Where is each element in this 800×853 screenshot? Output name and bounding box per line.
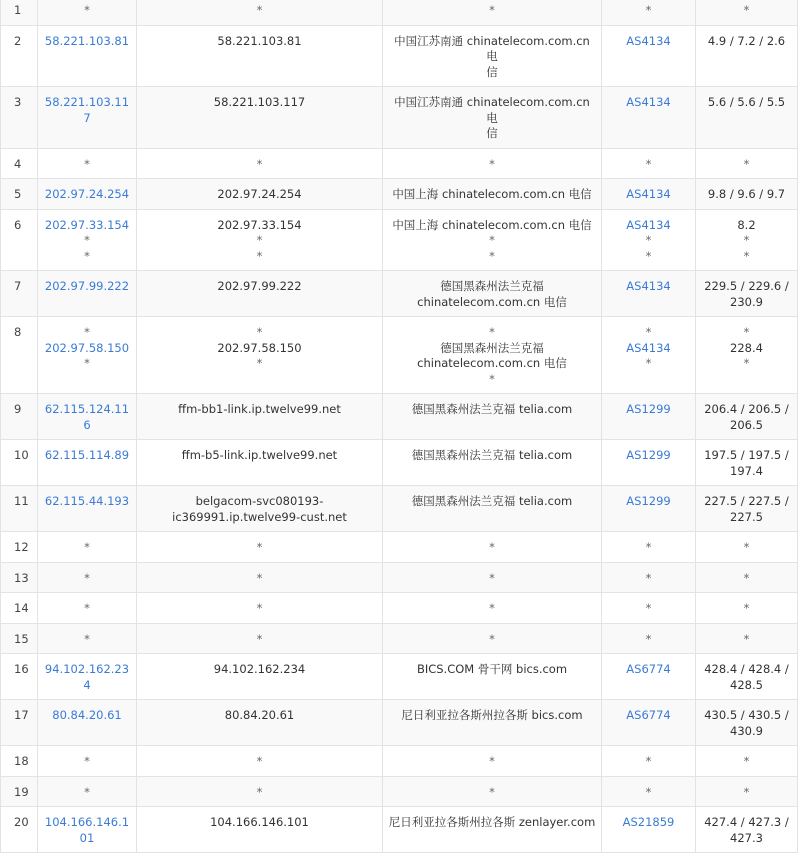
lat-text: 8.2: [737, 217, 756, 232]
ip-cell: [38, 700, 137, 746]
location-cell: [383, 25, 602, 87]
hop-row: [1, 746, 798, 777]
hop-number-cell: 20: [1, 807, 38, 853]
hop-row: [1, 807, 798, 853]
timeout-marker: *: [84, 631, 90, 646]
timeout-marker: *: [489, 325, 495, 339]
asn-cell: [602, 87, 696, 149]
ip-cell: [38, 87, 137, 149]
timeout-marker: *: [645, 3, 652, 17]
timeout-marker: *: [645, 356, 652, 370]
timeout-marker: *: [84, 156, 90, 171]
asn-cell: [602, 148, 696, 179]
hop-number-cell: 3: [1, 87, 38, 149]
ip-link[interactable]: 202.97.58.150: [44, 340, 130, 355]
asn-cell: [602, 440, 696, 486]
location-cell: [383, 440, 602, 486]
timeout-marker: *: [743, 356, 750, 370]
latency-cell: [696, 746, 798, 777]
ip-cell: [38, 623, 137, 654]
loc-text: BICS.COM 骨干网 bics.com: [416, 662, 568, 676]
hop-number-cell: 15: [1, 623, 38, 654]
location-cell: [383, 623, 602, 654]
loc-text: 中国江苏南通 chinatelecom.com.cn 电: [394, 95, 590, 125]
location-cell: [383, 486, 602, 532]
traceroute-table-body: [1, 0, 798, 853]
timeout-marker: *: [256, 248, 263, 263]
hop-row: [1, 25, 798, 87]
ip-cell: [38, 532, 137, 563]
loc-text: 中国上海 chinatelecom.com.cn 电信: [392, 217, 592, 232]
ip-link[interactable]: 62.115.114.89: [44, 448, 130, 462]
hop-row: [1, 776, 798, 807]
timeout-marker: *: [489, 233, 495, 247]
loc-text: 德国黑森州法兰克福 telia.com: [411, 402, 573, 416]
latency-cell: [696, 440, 798, 486]
timeout-marker: *: [84, 325, 90, 339]
hop-number-cell: 18: [1, 746, 38, 777]
lat-text: 227.5 / 227.5 /: [704, 494, 789, 508]
asn-link[interactable]: AS1299: [626, 448, 671, 462]
lat-text: 430.5 / 430.5 /: [704, 708, 789, 722]
asn-cell: [602, 654, 696, 700]
latency-cell: [696, 776, 798, 807]
hop-row: [1, 593, 798, 624]
location-cell: [383, 87, 602, 149]
hostname-cell: [137, 25, 383, 87]
hop-number-cell: 8: [1, 317, 38, 394]
lat-text: 428.5: [730, 677, 763, 692]
ip-link[interactable]: 58.221.103.117: [44, 95, 130, 125]
hop-number-cell: 17: [1, 700, 38, 746]
host-text: 202.97.99.222: [217, 279, 302, 293]
timeout-marker: *: [256, 3, 263, 17]
timeout-marker: *: [645, 784, 652, 799]
hostname-cell: [137, 593, 383, 624]
asn-cell: [602, 394, 696, 440]
timeout-marker: *: [256, 356, 263, 370]
timeout-marker: *: [743, 540, 750, 554]
hop-number-cell: 14: [1, 593, 38, 624]
host-text: ic369991.ip.twelve99-cust.net: [172, 509, 347, 524]
timeout-marker: *: [84, 784, 90, 799]
timeout-marker: *: [645, 601, 652, 615]
hop-number-cell: 9: [1, 394, 38, 440]
ip-cell: [38, 776, 137, 807]
timeout-marker: *: [256, 631, 263, 646]
location-cell: [383, 593, 602, 624]
ip-link[interactable]: 80.84.20.61: [52, 708, 122, 722]
lat-text: 228.4: [730, 340, 763, 355]
ip-link[interactable]: 202.97.24.254: [44, 187, 130, 201]
lat-text: 4.9 / 7.2 / 2.6: [707, 33, 786, 48]
asn-cell: [602, 593, 696, 624]
asn-cell: [602, 623, 696, 654]
timeout-marker: *: [256, 156, 263, 171]
host-text: 94.102.162.234: [213, 662, 306, 676]
hop-row: [1, 179, 798, 210]
hostname-cell: [137, 776, 383, 807]
hostname-cell: [137, 654, 383, 700]
latency-cell: [696, 317, 798, 394]
lat-text: 9.8 / 9.6 / 9.7: [707, 187, 786, 201]
timeout-marker: *: [256, 784, 263, 799]
lat-text: 430.9: [730, 723, 763, 738]
hop-row: [1, 486, 798, 532]
lat-text: 230.9: [730, 294, 763, 309]
timeout-marker: *: [743, 3, 750, 17]
hop-number-cell: 12: [1, 532, 38, 563]
loc-text: chinatelecom.com.cn 电信: [417, 356, 567, 370]
timeout-marker: *: [743, 784, 750, 799]
timeout-marker: *: [489, 754, 495, 768]
ip-cell: [38, 271, 137, 317]
hop-row: [1, 394, 798, 440]
timeout-marker: *: [645, 631, 652, 646]
lat-text: 197.4: [730, 463, 763, 478]
timeout-marker: *: [256, 325, 263, 339]
loc-text: 尼日利亚拉各斯州拉各斯 bics.com: [401, 708, 583, 722]
host-text: ffm-bb1-link.ip.twelve99.net: [178, 402, 341, 416]
latency-cell: [696, 486, 798, 532]
hop-row: [1, 87, 798, 149]
timeout-marker: *: [489, 784, 495, 799]
timeout-marker: *: [645, 754, 652, 768]
asn-cell: [602, 532, 696, 563]
timeout-marker: *: [84, 601, 90, 615]
asn-link[interactable]: AS6774: [626, 662, 671, 676]
loc-text: 德国黑森州法兰克福: [440, 279, 544, 293]
hostname-cell: [137, 179, 383, 210]
lat-text: 427.3: [730, 830, 763, 845]
host-text: belgacom-svc080193-: [195, 494, 324, 508]
host-text: 58.221.103.81: [217, 33, 302, 48]
hostname-cell: [137, 394, 383, 440]
lat-text: 206.5: [730, 417, 763, 432]
ip-cell: [38, 440, 137, 486]
loc-text: 德国黑森州法兰克福: [440, 340, 544, 355]
timeout-marker: *: [489, 631, 495, 646]
hostname-cell: [137, 562, 383, 593]
hostname-cell: [137, 271, 383, 317]
asn-link[interactable]: AS1299: [626, 494, 671, 508]
timeout-marker: *: [84, 3, 90, 17]
ip-cell: [38, 179, 137, 210]
lat-text: 428.4 / 428.4 /: [704, 662, 789, 676]
timeout-marker: *: [489, 156, 495, 171]
ip-cell: [38, 25, 137, 87]
ip-link[interactable]: 104.166.146.101: [44, 815, 130, 845]
hostname-cell: [137, 532, 383, 563]
location-cell: [383, 776, 602, 807]
hop-row: [1, 148, 798, 179]
hop-number-cell: 6: [1, 209, 38, 271]
latency-cell: [696, 700, 798, 746]
asn-link[interactable]: AS4134: [626, 340, 671, 355]
hop-row: [1, 317, 798, 394]
location-cell: [383, 654, 602, 700]
ip-link[interactable]: 62.115.124.116: [44, 402, 130, 432]
timeout-marker: *: [256, 601, 263, 615]
timeout-marker: *: [743, 631, 750, 646]
asn-cell: [602, 25, 696, 87]
hop-number-cell: 10: [1, 440, 38, 486]
hop-number-cell: 5: [1, 179, 38, 210]
hop-number-cell: 11: [1, 486, 38, 532]
hostname-cell: [137, 623, 383, 654]
loc-text: 德国黑森州法兰克福 telia.com: [411, 448, 573, 462]
hostname-cell: [137, 440, 383, 486]
location-cell: [383, 317, 602, 394]
latency-cell: [696, 0, 798, 25]
timeout-marker: *: [645, 248, 652, 263]
timeout-marker: *: [489, 601, 495, 615]
host-text: ffm-b5-link.ip.twelve99.net: [181, 448, 338, 462]
ip-cell: [38, 562, 137, 593]
host-text: 202.97.58.150: [217, 340, 302, 355]
hostname-cell: [137, 700, 383, 746]
timeout-marker: *: [645, 570, 652, 585]
hop-number-cell: 7: [1, 271, 38, 317]
latency-cell: [696, 623, 798, 654]
hostname-cell: [137, 0, 383, 25]
asn-cell: [602, 209, 696, 271]
asn-cell: [602, 0, 696, 25]
timeout-marker: *: [84, 540, 90, 554]
location-cell: [383, 807, 602, 853]
latency-cell: [696, 394, 798, 440]
asn-link[interactable]: AS21859: [622, 815, 675, 829]
asn-cell: [602, 486, 696, 532]
timeout-marker: *: [256, 754, 263, 768]
latency-cell: [696, 179, 798, 210]
timeout-marker: *: [743, 156, 750, 171]
timeout-marker: *: [256, 233, 263, 247]
ip-cell: [38, 0, 137, 25]
timeout-marker: *: [84, 754, 90, 768]
timeout-marker: *: [743, 248, 750, 263]
asn-cell: [602, 271, 696, 317]
loc-text: 德国黑森州法兰克福 telia.com: [411, 494, 573, 508]
loc-text: 信: [486, 126, 498, 140]
asn-cell: [602, 776, 696, 807]
hop-number-cell: 13: [1, 562, 38, 593]
timeout-marker: *: [743, 570, 750, 585]
lat-text: 427.4 / 427.3 /: [704, 815, 789, 829]
location-cell: [383, 562, 602, 593]
hop-row: [1, 654, 798, 700]
hostname-cell: [137, 486, 383, 532]
hostname-cell: [137, 148, 383, 179]
timeout-marker: *: [645, 540, 652, 554]
host-text: 202.97.24.254: [217, 187, 302, 201]
asn-link[interactable]: AS1299: [626, 402, 671, 416]
ip-cell: [38, 486, 137, 532]
ip-link[interactable]: 94.102.162.234: [44, 662, 130, 692]
asn-link[interactable]: AS4134: [626, 33, 671, 48]
asn-link[interactable]: AS4134: [626, 187, 671, 201]
location-cell: [383, 746, 602, 777]
hop-number-cell: 2: [1, 25, 38, 87]
ip-cell: [38, 807, 137, 853]
loc-text: 中国上海 chinatelecom.com.cn 电信: [392, 187, 592, 201]
latency-cell: [696, 562, 798, 593]
timeout-marker: *: [489, 371, 495, 386]
ip-cell: [38, 394, 137, 440]
hostname-cell: [137, 317, 383, 394]
asn-link[interactable]: AS4134: [626, 279, 671, 293]
timeout-marker: *: [489, 248, 495, 263]
location-cell: [383, 271, 602, 317]
ip-cell: [38, 148, 137, 179]
lat-text: 227.5: [730, 509, 763, 524]
location-cell: [383, 0, 602, 25]
latency-cell: [696, 209, 798, 271]
timeout-marker: *: [743, 601, 750, 615]
hop-row: [1, 0, 798, 25]
lat-text: 206.4 / 206.5 /: [704, 402, 789, 416]
latency-cell: [696, 148, 798, 179]
ip-link[interactable]: 62.115.44.193: [44, 494, 130, 508]
hop-number-cell: 4: [1, 148, 38, 179]
asn-link[interactable]: AS6774: [626, 708, 671, 722]
timeout-marker: *: [84, 233, 90, 247]
ip-cell: [38, 593, 137, 624]
hop-row: [1, 562, 798, 593]
asn-link[interactable]: AS4134: [626, 95, 671, 109]
hostname-cell: [137, 746, 383, 777]
ip-link[interactable]: 58.221.103.81: [44, 33, 130, 48]
hop-number-cell: 1: [1, 0, 38, 25]
location-cell: [383, 532, 602, 563]
asn-cell: [602, 807, 696, 853]
hop-row: [1, 532, 798, 563]
host-text: 104.166.146.101: [210, 815, 309, 829]
hop-row: [1, 209, 798, 271]
ip-link[interactable]: 202.97.33.154: [44, 217, 130, 232]
latency-cell: [696, 807, 798, 853]
timeout-marker: *: [743, 325, 750, 339]
latency-cell: [696, 532, 798, 563]
ip-cell: [38, 209, 137, 271]
timeout-marker: *: [84, 248, 90, 263]
location-cell: [383, 700, 602, 746]
timeout-marker: *: [743, 233, 750, 247]
latency-cell: [696, 593, 798, 624]
location-cell: [383, 179, 602, 210]
hop-row: [1, 700, 798, 746]
latency-cell: [696, 654, 798, 700]
hop-row: [1, 440, 798, 486]
timeout-marker: *: [256, 540, 263, 554]
hop-number-cell: 16: [1, 654, 38, 700]
location-cell: [383, 394, 602, 440]
hop-row: [1, 623, 798, 654]
latency-cell: [696, 87, 798, 149]
timeout-marker: *: [645, 233, 652, 247]
hostname-cell: [137, 209, 383, 271]
timeout-marker: *: [84, 570, 90, 585]
location-cell: [383, 209, 602, 271]
hop-row: [1, 271, 798, 317]
timeout-marker: *: [84, 356, 90, 370]
asn-cell: [602, 562, 696, 593]
loc-text: chinatelecom.com.cn 电信: [417, 294, 567, 309]
hop-number-cell: 19: [1, 776, 38, 807]
lat-text: 5.6 / 5.6 / 5.5: [707, 95, 786, 109]
asn-cell: [602, 317, 696, 394]
latency-cell: [696, 271, 798, 317]
timeout-marker: *: [489, 3, 495, 17]
timeout-marker: *: [743, 754, 750, 768]
latency-cell: [696, 25, 798, 87]
lat-text: 197.5 / 197.5 /: [704, 448, 789, 462]
timeout-marker: *: [645, 156, 652, 171]
loc-text: 尼日利亚拉各斯州拉各斯 zenlayer.com: [388, 815, 596, 829]
ip-cell: [38, 317, 137, 394]
asn-link[interactable]: AS4134: [626, 217, 671, 232]
host-text: 58.221.103.117: [213, 95, 306, 109]
host-text: 202.97.33.154: [217, 217, 302, 232]
ip-cell: [38, 654, 137, 700]
timeout-marker: *: [489, 540, 495, 554]
location-cell: [383, 148, 602, 179]
asn-cell: [602, 746, 696, 777]
timeout-marker: *: [256, 570, 263, 585]
ip-cell: [38, 746, 137, 777]
hostname-cell: [137, 87, 383, 149]
timeout-marker: *: [645, 325, 652, 339]
timeout-marker: *: [489, 570, 495, 585]
host-text: 80.84.20.61: [224, 708, 295, 722]
asn-cell: [602, 700, 696, 746]
asn-cell: [602, 179, 696, 210]
hostname-cell: [137, 807, 383, 853]
loc-text: 信: [486, 64, 498, 79]
ip-link[interactable]: 202.97.99.222: [44, 279, 130, 293]
loc-text: 中国江苏南通 chinatelecom.com.cn 电: [394, 33, 590, 63]
lat-text: 229.5 / 229.6 /: [704, 279, 789, 293]
